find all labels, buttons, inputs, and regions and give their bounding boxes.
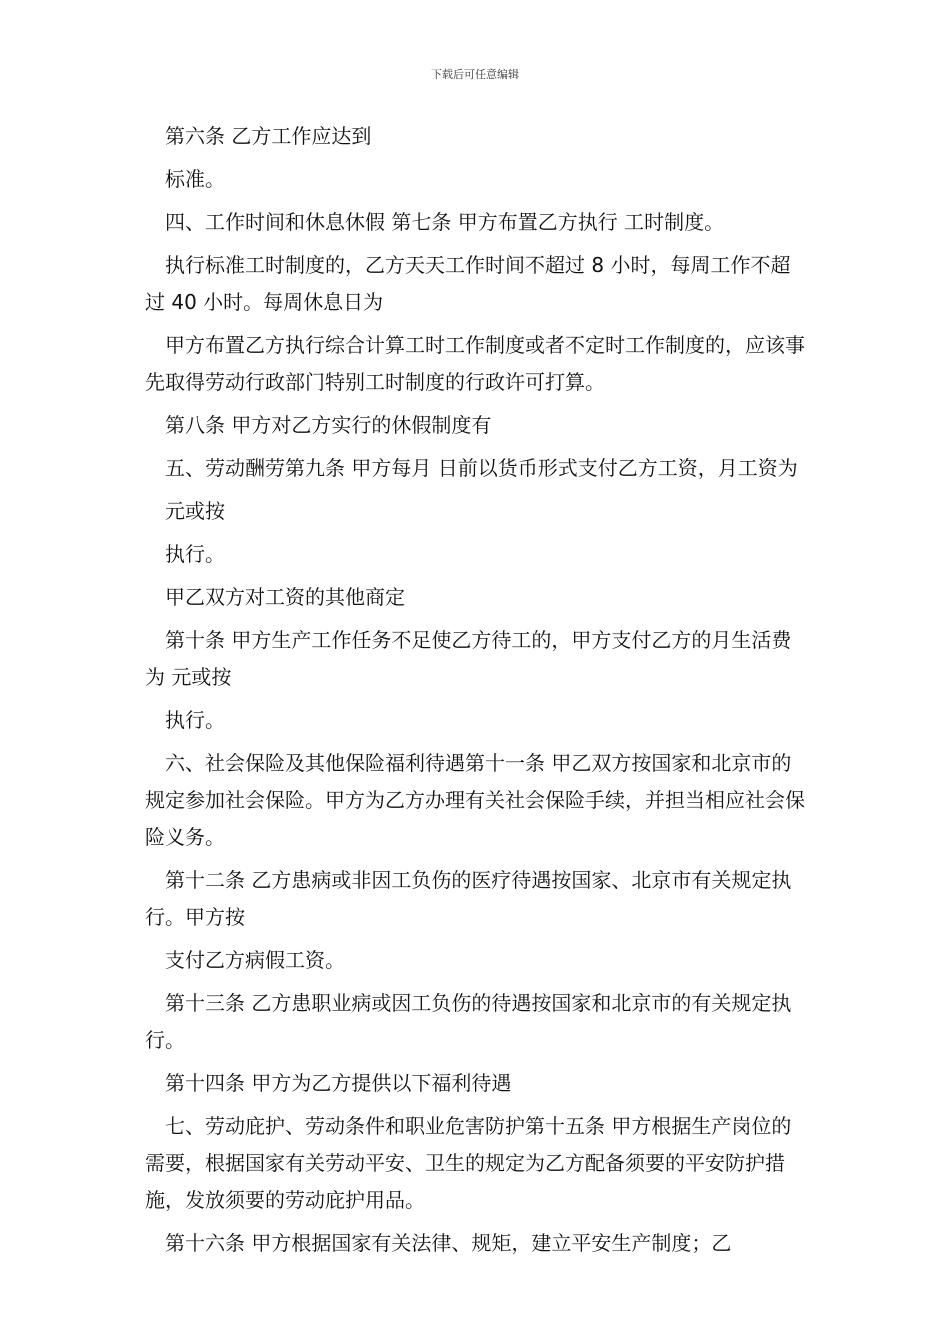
paragraph: 执行。	[165, 708, 225, 732]
paragraph: 第十二条 乙方患病或非因工负伤的医疗待遇按国家、北京市有关规定执行。甲方按	[145, 868, 792, 929]
paragraph: 支付乙方病假工资。	[165, 948, 345, 972]
paragraph: 执行标准工时制度的，乙方天天工作时间不超过 8 小时，每周工作不超过 40 小时。每周休息日为	[145, 253, 791, 314]
paragraph: 第十三条 乙方患职业病或因工负伤的待遇按国家和北京市的有关规定执行。	[145, 991, 792, 1052]
paragraph: 元或按	[165, 499, 225, 523]
paragraph: 六、社会保险及其他保险福利待遇第十一条 甲乙双方按国家和北京市的规定参加社会保险。甲方为乙方办理有关社会保险手续，并担当相应社会保险义务。	[145, 751, 805, 849]
paragraph: 甲乙双方对工资的其他商定	[165, 585, 405, 609]
page-header: 下载后可任意编辑	[431, 68, 519, 81]
paragraph: 第六条 乙方工作应达到	[165, 124, 372, 148]
paragraph: 第十六条 甲方根据国家有关法律、规矩，建立平安生产制度；乙	[165, 1231, 732, 1255]
paragraph: 第十四条 甲方为乙方提供以下福利待遇	[165, 1071, 512, 1095]
paragraph: 七、劳动庇护、劳动条件和职业危害防护第十五条 甲方根据生产岗位的需要，根据国家有关劳动平安、卫生的规定为乙方配备须要的平安防护措施，发放须要的劳动庇护用品。	[145, 1114, 792, 1212]
paragraph: 第八条 甲方对乙方实行的休假制度有	[165, 413, 492, 437]
paragraph: 第十条 甲方生产工作任务不足使乙方待工的，甲方支付乙方的月生活费为 元或按	[145, 628, 792, 689]
paragraph: 甲方布置乙方执行综合计算工时工作制度或者不定时工作制度的，应该事先取得劳动行政部门特别工时制度的行政许可打算。	[145, 333, 805, 394]
paragraph: 标准。	[165, 167, 225, 191]
paragraph: 四、工作时间和休息休假 第七条 甲方布置乙方执行 工时制度。	[165, 210, 725, 234]
document-body	[145, 118, 810, 1268]
paragraph: 执行。	[165, 542, 225, 566]
paragraph: 五、劳动酬劳第九条 甲方每月 日前以货币形式支付乙方工资，月工资为	[165, 456, 798, 480]
